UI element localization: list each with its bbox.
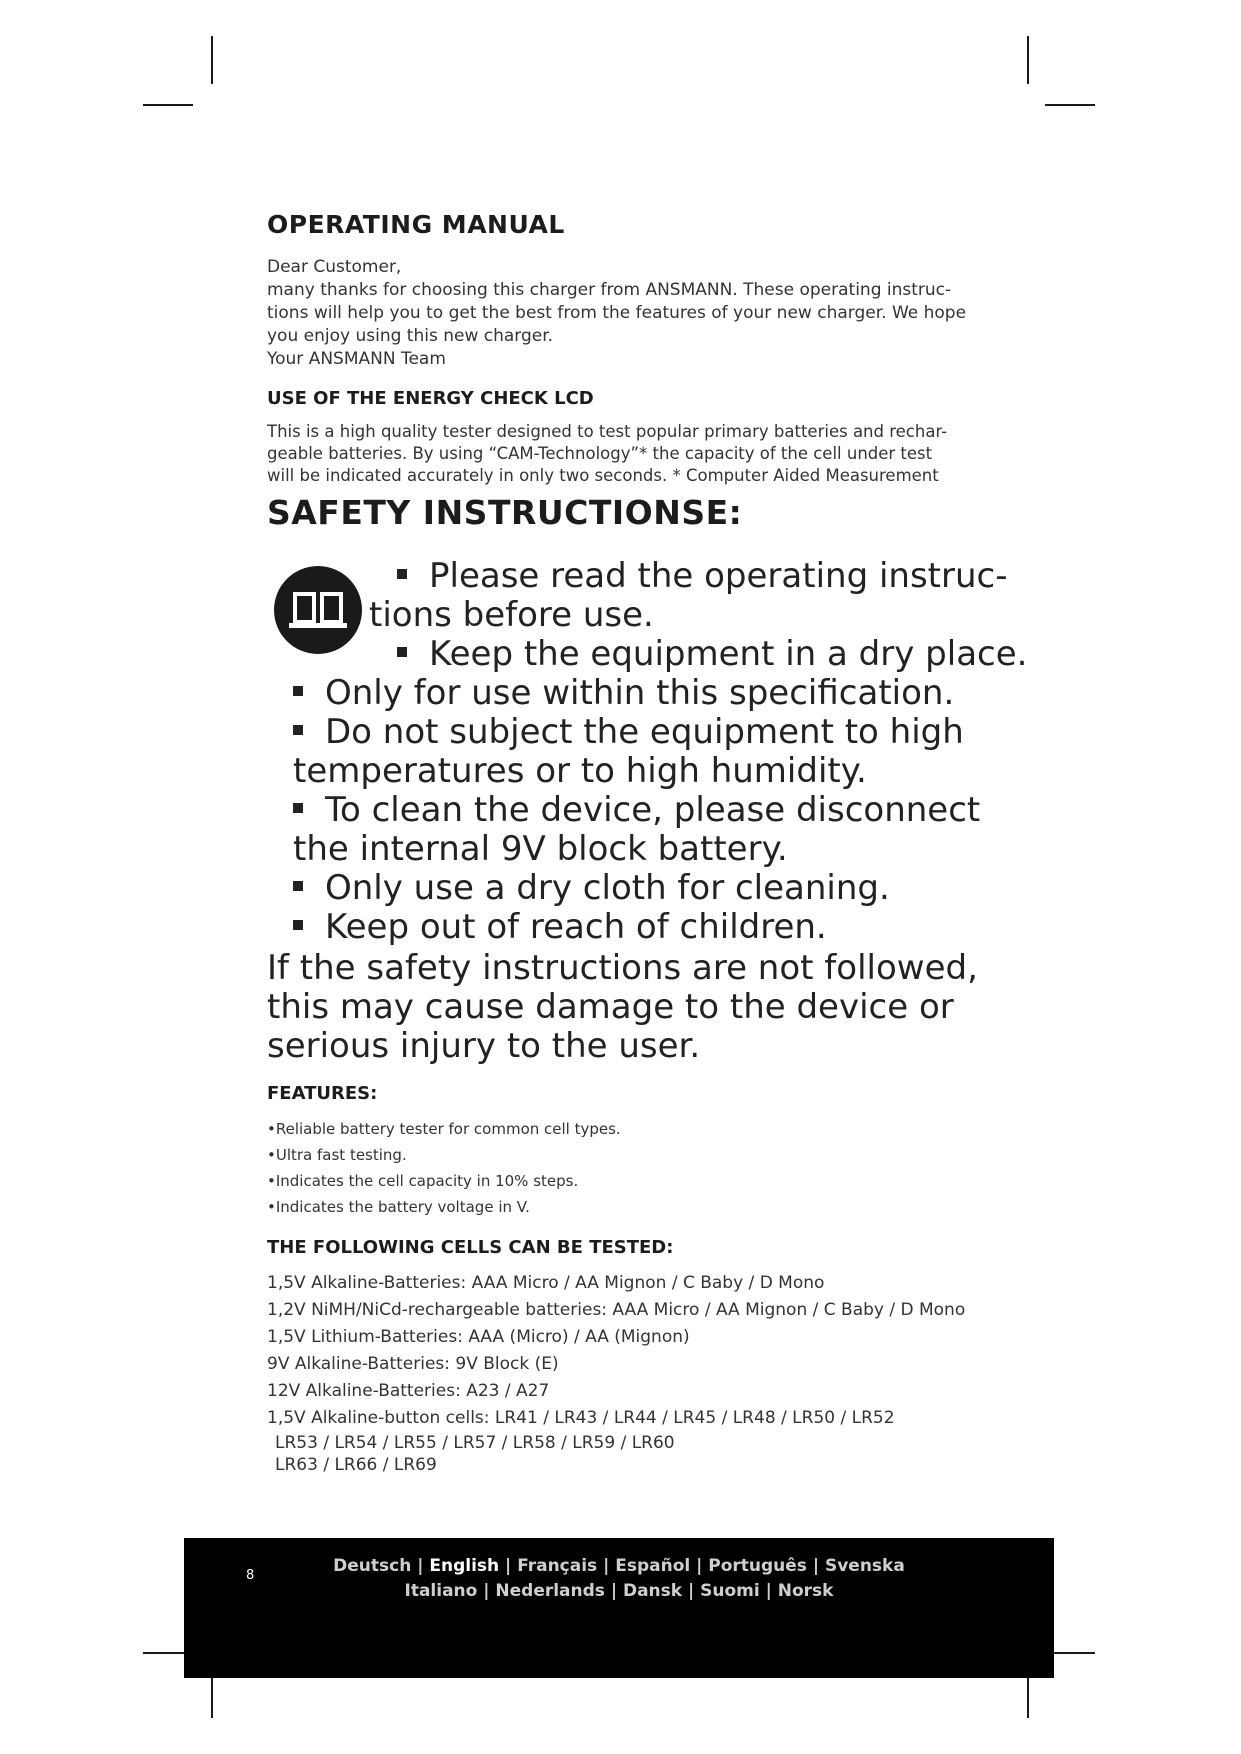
lang-suomi[interactable]: Suomi (700, 1581, 760, 1601)
lang-portugues[interactable]: Português (708, 1556, 807, 1576)
lang-english[interactable]: English (429, 1556, 500, 1576)
feature-item: •Ultra fast testing. (267, 1146, 407, 1164)
bullet (293, 725, 303, 735)
lang-separator: | (411, 1556, 430, 1576)
crop-mark-top-left-horizontal (143, 104, 193, 106)
bullet (293, 803, 303, 813)
crop-mark-top-right-vertical (1027, 36, 1029, 84)
safety-item-text: Only use a dry cloth for cleaning. (325, 868, 890, 908)
intro-text (267, 256, 1067, 371)
lang-separator: | (759, 1581, 778, 1601)
crop-mark-top-right-horizontal (1045, 104, 1095, 106)
lang-separator: | (806, 1556, 825, 1576)
lang-separator: | (682, 1581, 701, 1601)
safety-item-continuation: tions before use. (369, 595, 654, 635)
page-number: 8 (246, 1568, 255, 1583)
features-list (267, 1116, 1067, 1220)
language-selector (184, 1554, 1054, 1604)
energy-check-line: will be indicated accurately in only two seconds. * Computer Aided Measurement (267, 466, 939, 485)
lang-svenska[interactable]: Svenska (824, 1556, 905, 1576)
cell-line: 12V Alkaline-Batteries: A23 / A27 (267, 1381, 550, 1401)
safety-item (267, 557, 1067, 596)
cell-line-continuation: LR63 / LR66 / LR69 (275, 1455, 437, 1475)
cell-line: 9V Alkaline-Batteries: 9V Block (E) (267, 1354, 559, 1374)
cell-line: 1,2V NiMH/NiCd-rechargeable batteries: AAA Micro / AA Mignon / C Baby / D Mono (267, 1300, 966, 1320)
safety-item-continuation: temperatures or to high humidity. (293, 751, 867, 791)
warning-line: serious injury to the user. (267, 1026, 701, 1066)
bullet (293, 686, 303, 696)
safety-item-text: Keep out of reach of children. (325, 907, 827, 947)
safety-item (267, 908, 1067, 947)
safety-heading: SAFETY INSTRUCTIONSE: (267, 493, 743, 532)
bullet (397, 647, 407, 657)
language-row-1 (184, 1554, 1054, 1579)
feature-item: •Reliable battery tester for common cell types. (267, 1120, 621, 1138)
energy-check-line: geable batteries. By using “CAM-Technology”* the capacity of the cell under test (267, 444, 933, 463)
safety-warning (267, 949, 1067, 1066)
bullet (397, 569, 407, 579)
safety-item (267, 869, 1067, 908)
safety-item (267, 674, 1067, 713)
lang-separator: | (597, 1556, 616, 1576)
energy-check-text (267, 421, 1067, 487)
book-icon (273, 565, 363, 655)
manual-title: OPERATING MANUAL (267, 210, 565, 239)
lang-norsk[interactable]: Norsk (777, 1581, 834, 1601)
energy-check-line: This is a high quality tester designed to test popular primary batteries and rechar- (267, 422, 948, 441)
signature: Your ANSMANN Team (267, 349, 446, 369)
cells-list (267, 1270, 1067, 1476)
safety-item-text: Keep the equipment in a dry place. (429, 634, 1028, 674)
intro-line: many thanks for choosing this charger from ANSMANN. These operating instruc- (267, 280, 952, 300)
safety-instructions (267, 557, 1067, 947)
feature-item: •Indicates the cell capacity in 10% steps. (267, 1172, 579, 1190)
lang-separator: | (499, 1556, 518, 1576)
intro-line: tions will help you to get the best from the features of your new charger. We hope (267, 303, 967, 323)
safety-item-text: Please read the operating instruc- (429, 556, 1008, 596)
cells-heading: THE FOLLOWING CELLS CAN BE TESTED: (267, 1237, 674, 1258)
lang-dansk[interactable]: Dansk (622, 1581, 683, 1601)
crop-mark-top-left-vertical (211, 36, 213, 84)
safety-item (267, 791, 1067, 830)
cell-line-continuation: LR53 / LR54 / LR55 / LR57 / LR58 / LR59 / LR60 (275, 1433, 675, 1453)
cell-line: 1,5V Lithium-Batteries: AAA (Micro) / AA (Mignon) (267, 1327, 690, 1347)
safety-item (267, 713, 1067, 752)
intro-line: you enjoy using this new charger. (267, 326, 554, 346)
footer-bar (184, 1538, 1054, 1678)
lang-francais[interactable]: Français (517, 1556, 598, 1576)
safety-item-text: To clean the device, please disconnect (325, 790, 981, 830)
bullet (293, 920, 303, 930)
greeting: Dear Customer, (267, 257, 402, 277)
lang-separator: | (477, 1581, 496, 1601)
lang-separator: | (604, 1581, 623, 1601)
cell-line: 1,5V Alkaline-button cells: LR41 / LR43 / LR44 / LR45 / LR48 / LR50 / LR52 (267, 1408, 895, 1428)
feature-item: •Indicates the battery voltage in V. (267, 1198, 530, 1216)
energy-check-heading: USE OF THE ENERGY CHECK LCD (267, 388, 594, 409)
lang-deutsch[interactable]: Deutsch (333, 1556, 412, 1576)
lang-nederlands[interactable]: Nederlands (495, 1581, 605, 1601)
lang-separator: | (690, 1556, 709, 1576)
warning-line: this may cause damage to the device or (267, 987, 954, 1027)
warning-line: If the safety instructions are not followed, (267, 948, 978, 988)
safety-item-continuation: the internal 9V block battery. (293, 829, 788, 869)
cell-line: 1,5V Alkaline-Batteries: AAA Micro / AA Mignon / C Baby / D Mono (267, 1273, 825, 1293)
page-content (267, 200, 1067, 1476)
language-row-2 (184, 1579, 1054, 1604)
features-heading: FEATURES: (267, 1083, 378, 1104)
safety-item (267, 635, 1067, 674)
lang-italiano[interactable]: Italiano (404, 1581, 478, 1601)
safety-item-text: Only for use within this specification. (325, 673, 955, 713)
bullet (293, 881, 303, 891)
lang-espanol[interactable]: Español (615, 1556, 691, 1576)
safety-item-text: Do not subject the equipment to high (325, 712, 964, 752)
